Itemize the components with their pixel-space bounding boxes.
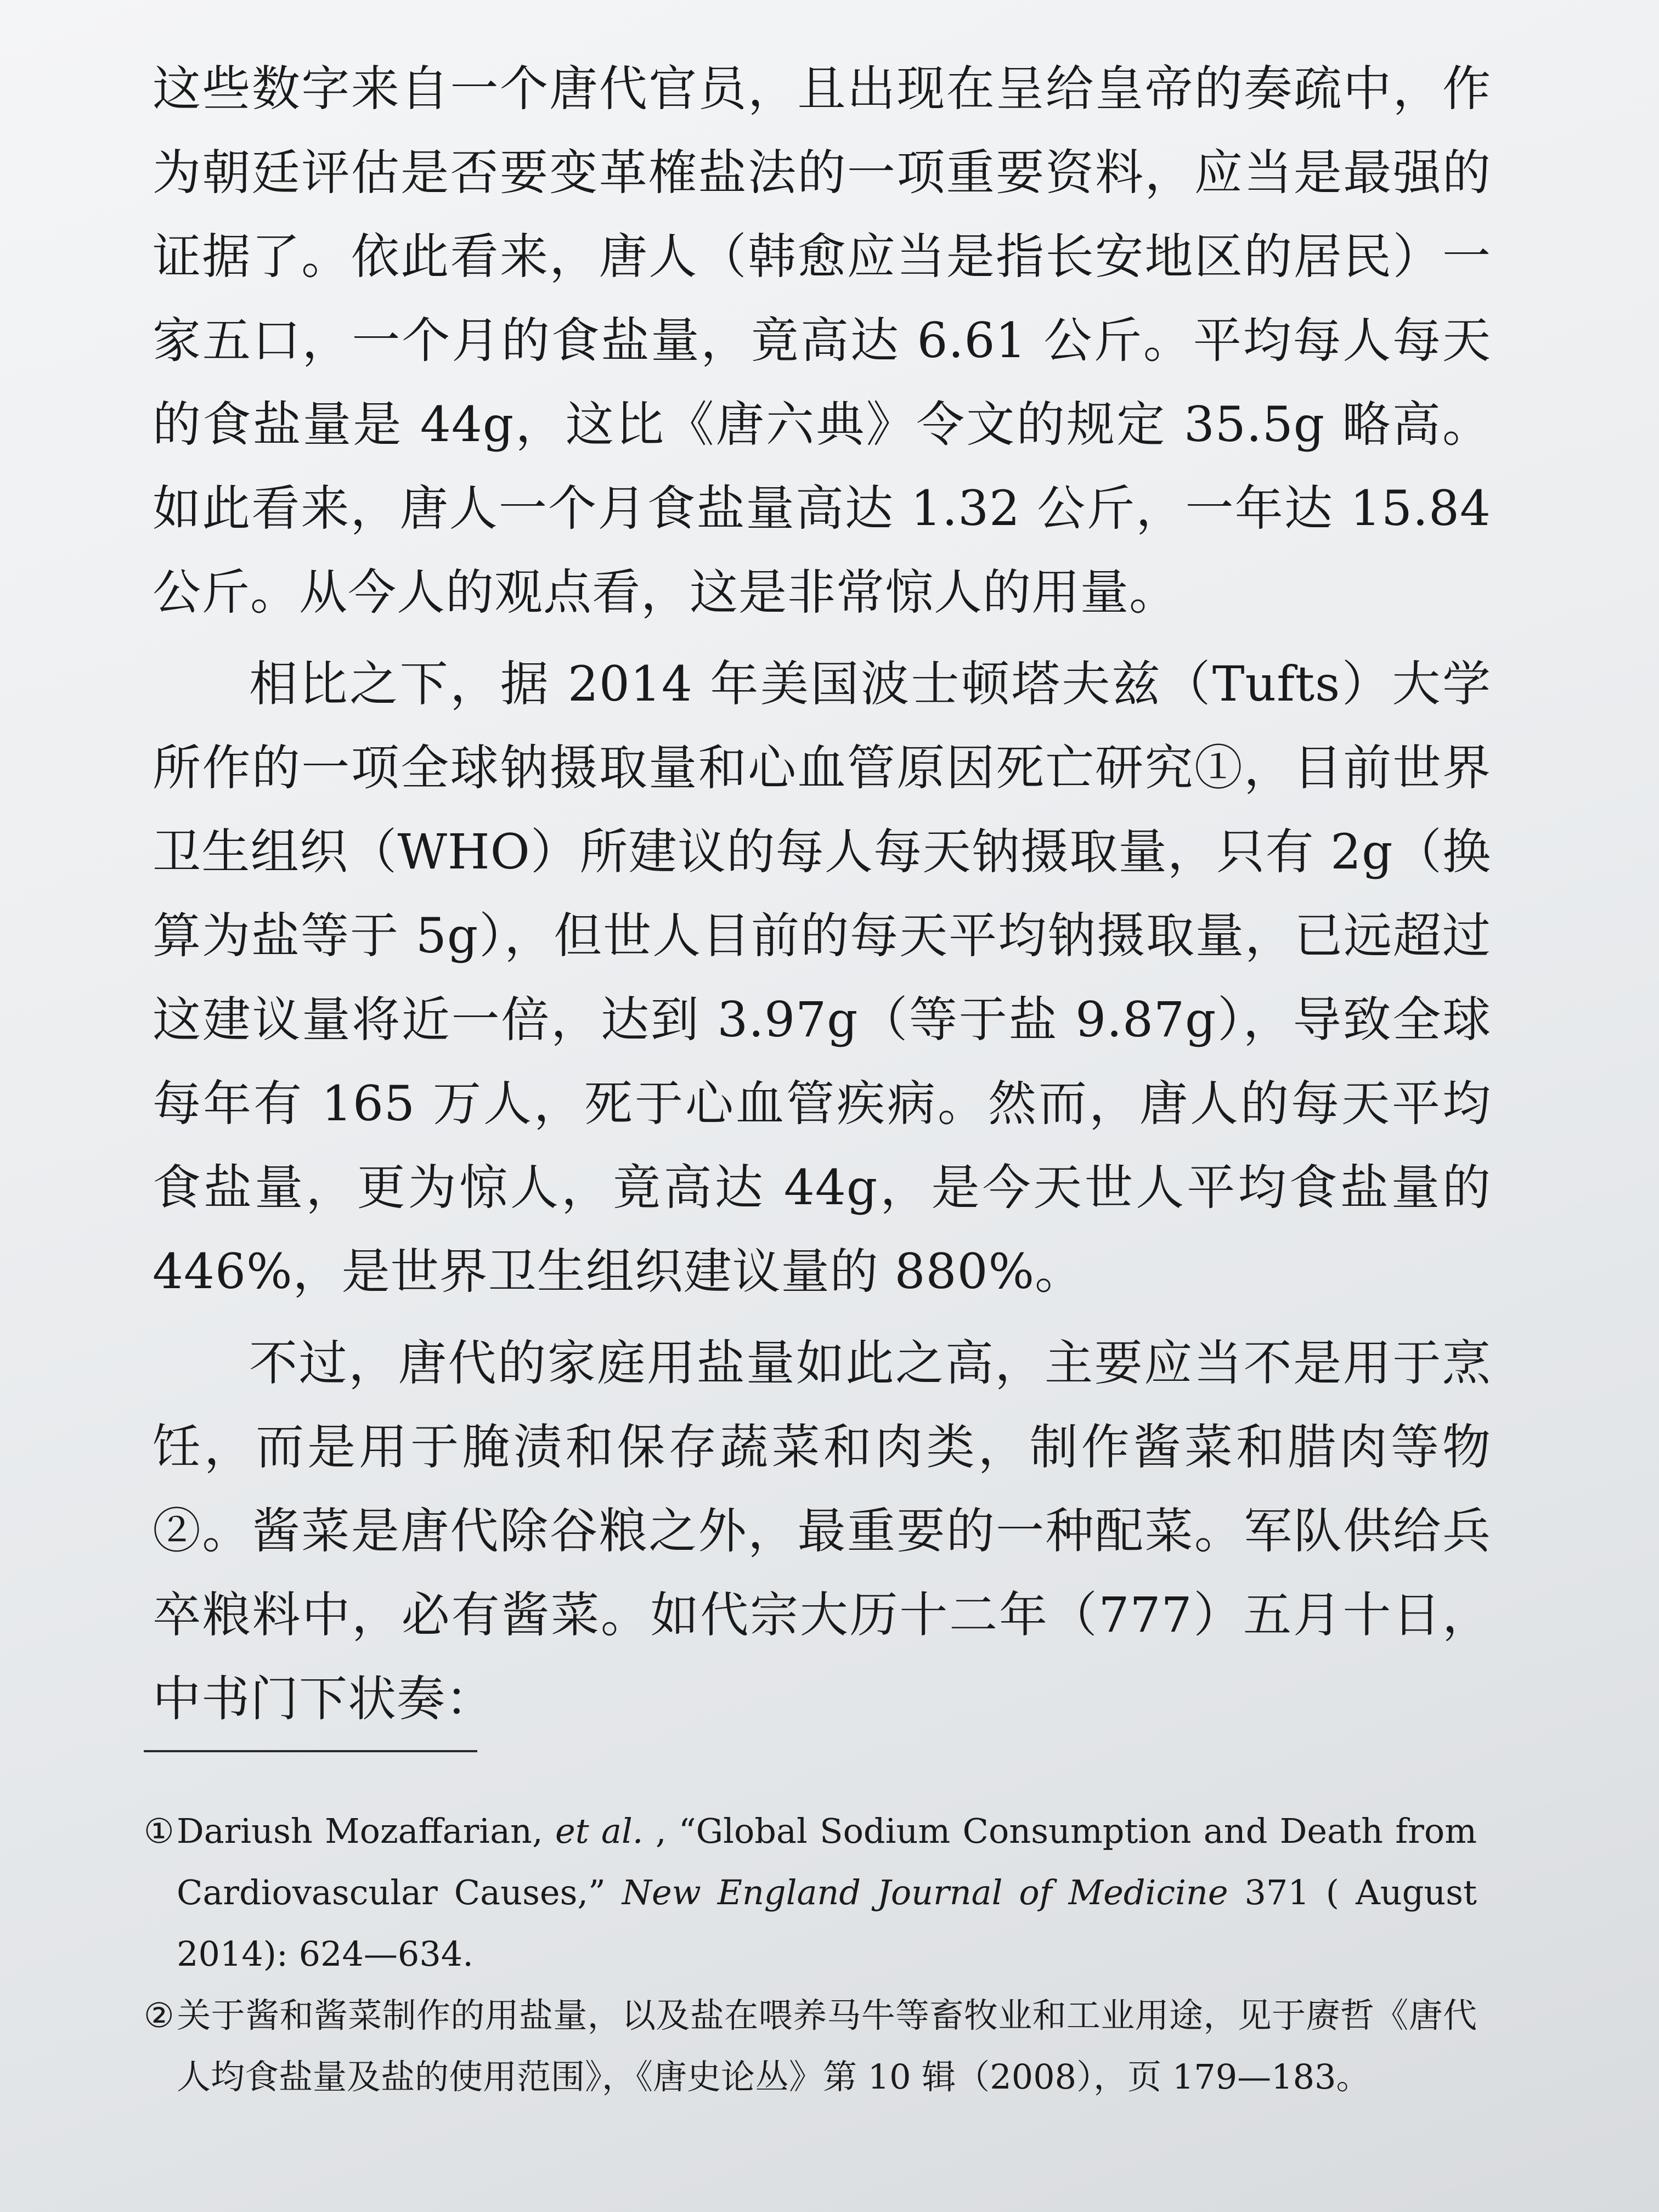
footnote-1-author: Dariush Mozaffarian, (177, 1811, 556, 1851)
footnote-1-title: , “Global Sodium Consumption and Death from Cardiovascular Causes,” (177, 1811, 1477, 1912)
paragraph-3: 不过，唐代的家庭用盐量如此之高，主要应当不是用于烹饪，而是用于腌渍和保存蔬菜和肉类，制作酱菜和腊肉等物②。酱菜是唐代除谷粮之外，最重要的一种配菜。军队供给兵卒粮料中，必有酱菜。如代宗大历十二年（777）五月十日，中书门下状奏： (153, 1335, 1491, 1727)
footnote-2-mark: ② (144, 1995, 174, 2035)
footnote-1-etal: et al. (555, 1811, 644, 1851)
footnote-1-pages: 371 ( August 2014): 624—634. (177, 1872, 1477, 1974)
footnote-1-journal: New England Journal of Medicine (622, 1872, 1228, 1912)
footnote-1 (144, 1801, 1477, 1985)
paragraph-1: 这些数字来自一个唐代官员，且出现在呈给皇帝的奏疏中，作为朝廷评估是否要变革榷盐法的一项重要资料，应当是最强的证据了。依此看来，唐人（韩愈应当是指长安地区的居民）一家五口，一个月的食盐量，竟高达 6.61 公斤。平均每人每天的食盐量是 44g，这比《唐六典》令文的规定 35.5g 略高。如此看来，唐人一个月食盐量高达 1.32 公斤，一年达 15.84 公斤。从今人的观点看，这是非常惊人的用量。 (153, 60, 1491, 620)
footnote-2 (144, 1985, 1477, 2108)
main-text (153, 47, 1491, 1741)
footnotes (144, 1801, 1477, 2108)
paragraph-2: 相比之下，据 2014 年美国波士顿塔夫兹（Tufts）大学所作的一项全球钠摄取量和心血管原因死亡研究①，目前世界卫生组织（WHO）所建议的每人每天钠摄取量，只有 2g（换算为盐等于 5g），但世人目前的每天平均钠摄取量，已远超过这建议量将近一倍，达到 3.97g（等于盐 9.87g），导致全球每年有 165 万人，死于心血管疾病。然而，唐人的每天平均食盐量，更为惊人，竟高达 44g，是今天世人平均食盐量的 446%，是世界卫生组织建议量的 880%。 (153, 656, 1491, 1300)
footnote-2-text: 关于酱和酱菜制作的用盐量，以及盐在喂养马牛等畜牧业和工业用途，见于赓哲《唐代人均食盐量及盐的使用范围》，《唐史论丛》第 10 辑（2008），页 179—183。 (177, 1995, 1477, 2097)
footnote-1-mark: ① (144, 1811, 174, 1851)
footnote-separator (144, 1750, 477, 1752)
